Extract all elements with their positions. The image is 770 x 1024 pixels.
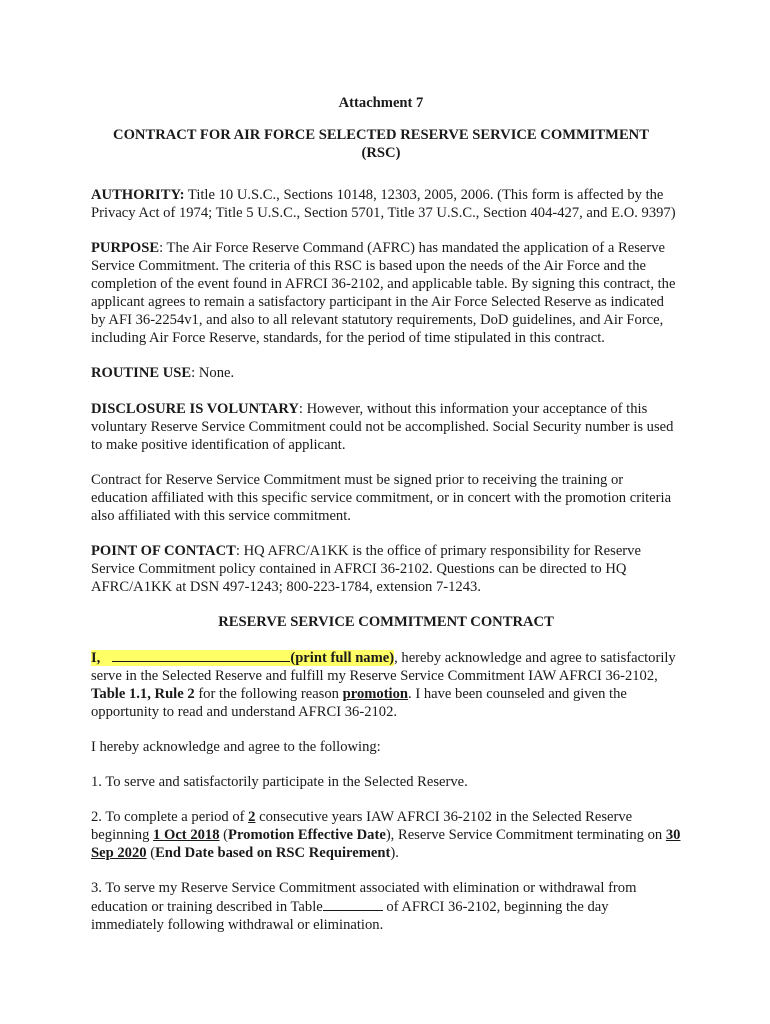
item-2-text-post: ). — [390, 845, 399, 861]
i-label: I, — [91, 650, 101, 666]
agree-intro: I hereby acknowledge and agree to the following: — [91, 739, 381, 755]
contract-section-title: RESERVE SERVICE COMMITMENT CONTRACT — [218, 614, 554, 630]
contract-note-paragraph: Contract for Reserve Service Commitment must be signed prior to receiving the training or education affiliated with this specific service commitment, or in concert with the promotion criteria also affiliated with this service commitment. — [91, 472, 672, 524]
table-number-field[interactable] — [323, 897, 383, 911]
authority-label: AUTHORITY: — [91, 187, 185, 203]
item-2-text-mid4: ( — [146, 845, 156, 861]
authority-paragraph — [91, 186, 681, 222]
authority-text: Title 10 U.S.C., Sections 10148, 12303, 2005, 2006. (This form is affected by the Privacy Act of 1974; Title 5 U.S.C., Section 5701, Title 37 U.S.C., Section 404-427, and E.O. 9397) — [91, 187, 676, 221]
purpose-text: : The Air Force Reserve Command (AFRC) has mandated the application of a Reserve Service Commitment. The criteria of this RSC is based upon the needs of the Air Force and the completion of the event found in AFRCI 36-2102, and applicable table. By signing this contract, the applicant agrees to remain a satisfactory participant in the Air Force Selected Reserve as indicated by AFI 36-2254v1, and also to all relevant statutory requirements, DoD guidelines, and Air Force, including Air Force Reserve, standards, for the period of time stipulated in this contract. — [91, 240, 676, 346]
disclosure-label: DISCLOSURE IS VOLUNTARY — [91, 401, 299, 417]
item-2-text-pre: 2. To complete a period of — [91, 809, 249, 825]
years-value: 2 — [248, 809, 256, 825]
print-full-name-label: (print full name) — [290, 650, 395, 666]
disclosure-text: : However, without this information your acceptance of this voluntary Reserve Service Commitment could not be accomplished. Social Security number is used to make positive identification of applicant. — [91, 401, 674, 453]
end-date-value: 30 Sep 2020 — [91, 827, 681, 861]
name-field-highlight — [91, 650, 394, 666]
document-title — [91, 126, 671, 162]
disclosure-paragraph — [91, 400, 681, 454]
attachment-label: Attachment 7 — [338, 95, 424, 111]
ack-text-1: , hereby acknowledge and agree to satisfactorily serve in the Selected Reserve and fulfill my Reserve Service Commitment IAW AFRCI 36-2102, — [91, 650, 676, 684]
reason-value: promotion — [342, 686, 409, 702]
item-2-text-mid1: consecutive years IAW AFRCI 36-2102 in the Selected Reserve beginning — [91, 809, 633, 843]
end-date-label: End Date based on RSC Requirement — [155, 845, 391, 861]
point-of-contact-text: : HQ AFRC/A1KK is the office of primary responsibility for Reserve Service Commitment policy contained in AFRCI 36-2102. Questions can be directed to HQ AFRC/A1KK at DSN 497-1243; 800-223-1784, extension 7-1243. — [91, 543, 641, 595]
item-3-text-post: of AFRCI 36-2102, beginning the day immediately following withdrawal or elimination. — [91, 899, 609, 933]
purpose-label: PURPOSE — [91, 240, 160, 256]
start-date-value: 1 Oct 2018 — [153, 827, 220, 843]
item-2 — [91, 808, 681, 862]
point-of-contact-label: POINT OF CONTACT — [91, 543, 236, 559]
full-name-field[interactable] — [112, 648, 290, 662]
document-body — [91, 92, 681, 934]
routine-use-label: ROUTINE USE — [91, 365, 192, 381]
acknowledgement-paragraph — [91, 648, 681, 721]
item-1: 1. To serve and satisfactorily participate in the Selected Reserve. — [91, 774, 468, 790]
table-rule: Table 1.1, Rule 2 — [91, 686, 195, 702]
start-date-label: Promotion Effective Date — [228, 827, 386, 843]
ack-text-2: for the following reason — [194, 686, 343, 702]
document-title-line2: (RSC) — [361, 145, 401, 161]
item-3 — [91, 879, 681, 934]
routine-use-text: : None. — [191, 365, 235, 381]
purpose-paragraph — [91, 239, 681, 347]
item-2-text-mid3: ), Reserve Service Commitment terminating on — [385, 827, 666, 843]
ack-text-3: . I have been counseled and given the opportunity to read and understand AFRCI 36-2102. — [91, 686, 627, 720]
document-title-line1: CONTRACT FOR AIR FORCE SELECTED RESERVE SERVICE COMMITMENT — [113, 127, 649, 143]
routine-use-paragraph — [91, 364, 681, 382]
item-3-text-pre: 3. To serve my Reserve Service Commitment associated with elimination or withdrawal from education or training described in Table — [91, 880, 637, 915]
point-of-contact-paragraph — [91, 542, 681, 596]
item-2-text-mid2: ( — [219, 827, 229, 843]
